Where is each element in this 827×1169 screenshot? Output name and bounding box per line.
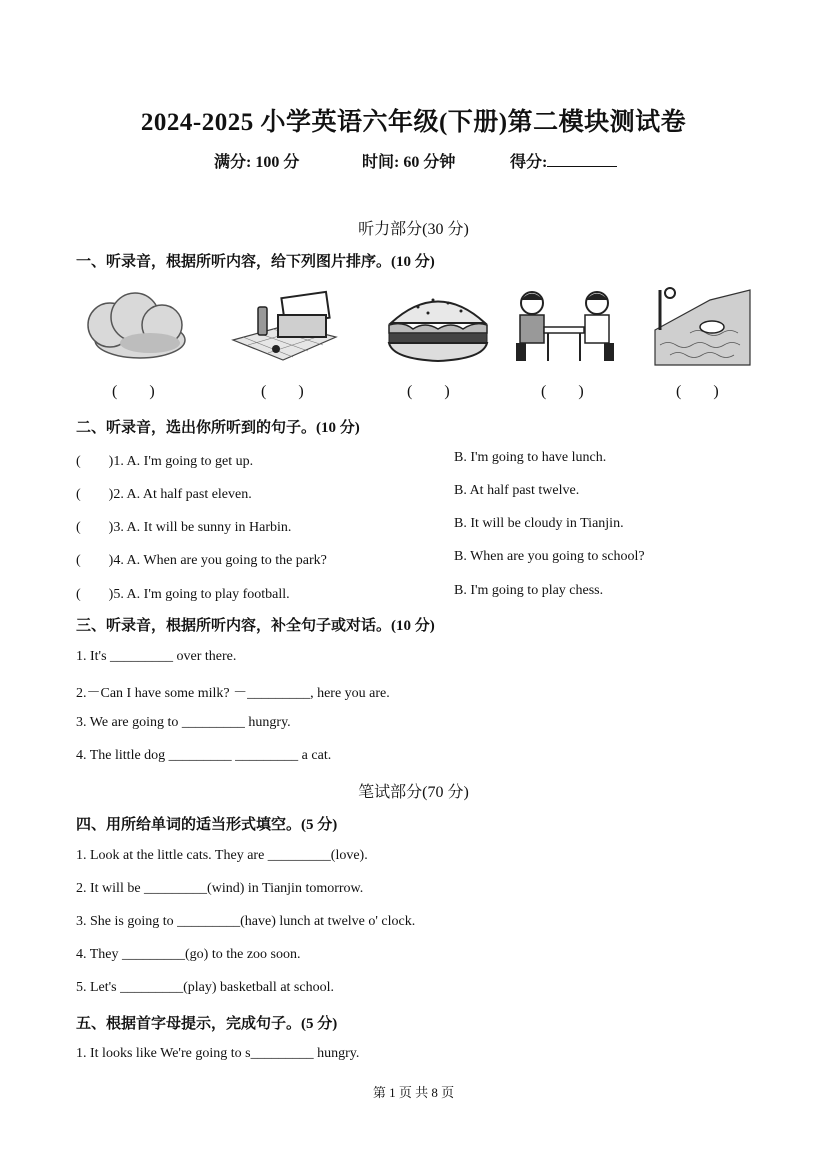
fill-in-line: 2. It will be _________(wind) in Tianjin tomorrow. <box>76 881 364 896</box>
question-option-b: B. At half past twelve. <box>454 483 580 498</box>
question-option-b: B. I'm going to play chess. <box>454 583 604 598</box>
fill-in-line: 1. Look at the little cats. They are _________(love). <box>76 848 368 863</box>
question-option-b: B. When are you going to school? <box>454 549 645 564</box>
score-label: 得分: <box>510 154 548 171</box>
fill-in-line: 1. It looks like We're going to s_________ hungry. <box>76 1046 360 1061</box>
picture-1-answer[interactable]: ( ) <box>112 383 155 400</box>
picnic-basket-picture <box>228 285 338 367</box>
section-3-heading: 三、听录音，根据所听内容，补全句子或对话。(10 分) <box>76 618 435 634</box>
cloud-picture <box>80 285 190 367</box>
picture-5-answer[interactable]: ( ) <box>676 383 719 400</box>
section-2-heading: 二、听录音，选出你所听到的句子。(10 分) <box>76 420 360 436</box>
fill-in-line: 3. She is going to _________(have) lunch at twelve o' clock. <box>76 914 416 929</box>
exam-time: 时间: 60 分钟 <box>362 154 456 171</box>
fill-in-line: 2.－Can I have some milk? －_________, here you are. <box>76 686 390 701</box>
score-field <box>510 149 617 172</box>
chess-players-picture <box>512 285 622 367</box>
question-option-a: ( )1. A. I'm going to get up. <box>76 454 254 469</box>
section-5-heading: 五、根据首字母提示，完成句子。(5 分) <box>76 1016 338 1032</box>
page-footer: 第 1 页 共 8 页 <box>372 1085 455 1100</box>
fill-in-line: 5. Let's _________(play) basketball at school. <box>76 980 334 995</box>
picture-3-answer[interactable]: ( ) <box>407 383 450 400</box>
question-option-a: ( )2. A. At half past eleven. <box>76 487 252 502</box>
fill-in-line: 4. The little dog _________ _________ a cat. <box>76 748 332 763</box>
section-1-heading: 一、听录音，根据所听内容，给下列图片排序。(10 分) <box>76 254 435 270</box>
listening-heading: 听力部分(30 分) <box>358 221 469 238</box>
full-score: 满分: 100 分 <box>214 154 300 171</box>
fill-in-line: 3. We are going to _________ hungry. <box>76 715 291 730</box>
page-title: 2024-2025 小学英语六年级(下册)第二模块测试卷 <box>140 109 687 136</box>
question-option-a: ( )3. A. It will be sunny in Harbin. <box>76 520 292 535</box>
fill-in-line: 4. They _________(go) to the zoo soon. <box>76 947 301 962</box>
question-option-a: ( )4. A. When are you going to the park? <box>76 553 327 568</box>
question-option-b: B. I'm going to have lunch. <box>454 450 607 465</box>
score-blank <box>547 152 617 167</box>
fill-in-line: 1. It's _________ over there. <box>76 649 237 664</box>
picture-2-answer[interactable]: ( ) <box>261 383 304 400</box>
question-option-a: ( )5. A. I'm going to play football. <box>76 587 290 602</box>
swimming-picture <box>650 285 760 367</box>
section-4-heading: 四、用所给单词的适当形式填空。(5 分) <box>76 817 338 833</box>
hamburger-picture <box>383 285 493 367</box>
writing-heading: 笔试部分(70 分) <box>358 784 469 801</box>
picture-4-answer[interactable]: ( ) <box>541 383 584 400</box>
question-option-b: B. It will be cloudy in Tianjin. <box>454 516 624 531</box>
